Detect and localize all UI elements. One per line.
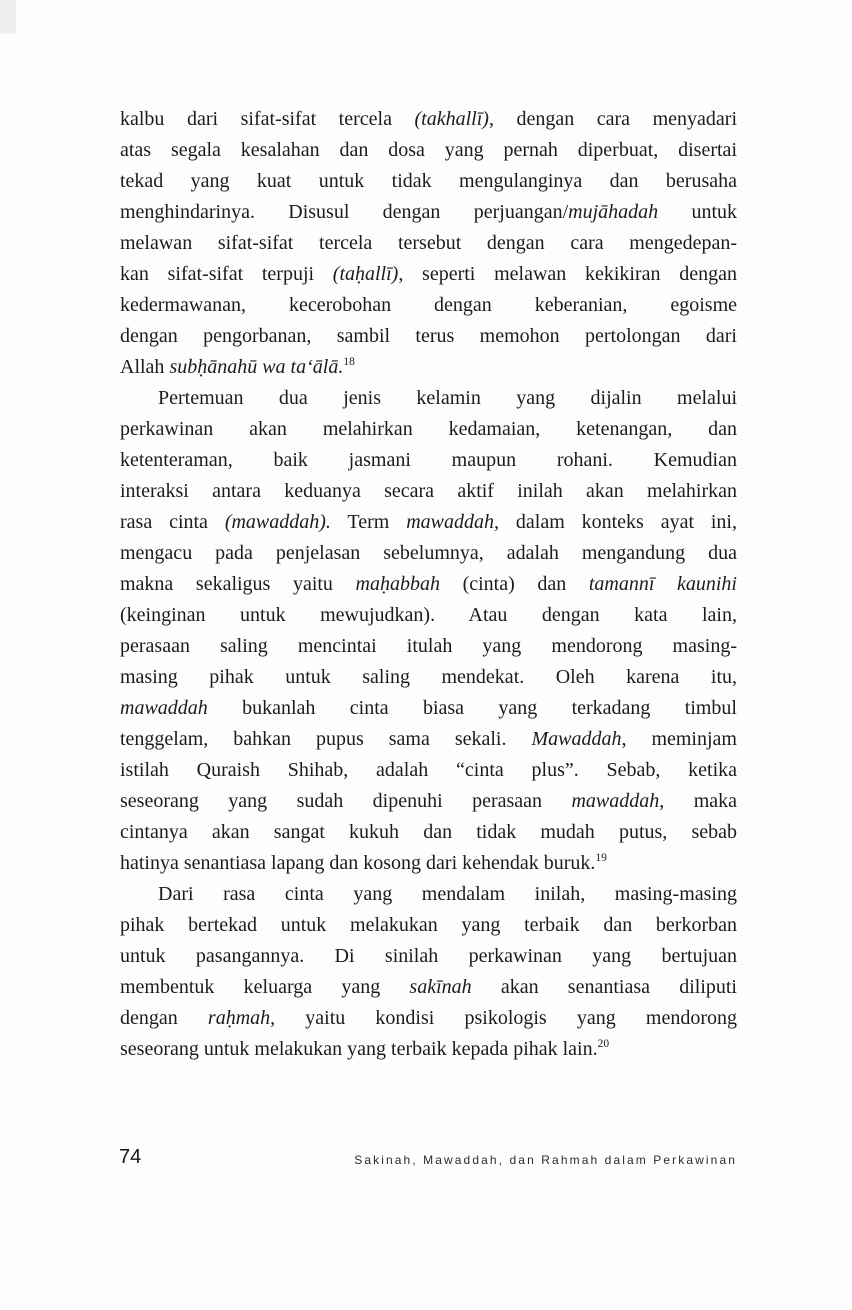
- text-segment: , seperti melawan kekikiran dengan: [398, 263, 737, 285]
- text-segment: Term: [330, 511, 407, 533]
- text-segment: Allah: [120, 356, 170, 378]
- text-segment: kedermawanan, kecerobohan dengan keberanian, egoisme: [120, 294, 737, 316]
- text-segment: dalam konteks ayat ini,: [499, 511, 737, 533]
- text-line: [120, 569, 737, 600]
- text-line: [120, 941, 737, 972]
- italic-term: (taḥallī): [332, 263, 399, 285]
- text-segment: atas segala kesalahan dan dosa yang pernah diperbuat, disertai: [120, 139, 737, 161]
- text-line: [120, 848, 737, 879]
- text-segment: masing pihak untuk saling mendekat. Oleh karena itu,: [120, 666, 737, 688]
- text-line: [120, 104, 737, 135]
- italic-term: tamannī kaunihi: [588, 573, 737, 595]
- text-segment: pihak bertekad untuk melakukan yang terbaik dan berkorban: [120, 914, 737, 936]
- italic-term: raḥmah,: [207, 1007, 276, 1029]
- text-segment: untuk pasangannya. Di sinilah perkawinan yang bertujuan: [120, 945, 737, 967]
- italic-term: mawaddah: [120, 697, 208, 719]
- text-line: [120, 259, 737, 290]
- footnote-ref: 18: [343, 356, 355, 368]
- italic-term: mawaddah,: [406, 511, 500, 533]
- text-line: [120, 166, 737, 197]
- text-line: [120, 755, 737, 786]
- text-line: [120, 724, 737, 755]
- footnote-ref: 19: [595, 852, 607, 864]
- text-line: [120, 879, 737, 910]
- text-segment: yaitu kondisi psikologis yang mendorong: [275, 1007, 737, 1029]
- text-line: [120, 631, 737, 662]
- page-number: 74: [119, 1146, 142, 1168]
- text-segment: rasa cinta: [120, 511, 225, 533]
- text-segment: perasaan saling mencintai itulah yang mendorong masing-: [120, 635, 737, 657]
- text-segment: (cinta) dan: [439, 573, 589, 595]
- text-segment: bukanlah cinta biasa yang terkadang timbul: [207, 697, 737, 719]
- text-line: [120, 693, 737, 724]
- text-line: [120, 352, 737, 383]
- italic-term: mujāhadah: [568, 201, 659, 223]
- text-segment: menghindarinya. Disusul dengan perjuangan/: [120, 201, 569, 223]
- page-text: [120, 104, 737, 1065]
- text-segment: makna sekaligus yaitu: [120, 573, 356, 595]
- text-line: [120, 817, 737, 848]
- text-line: [120, 228, 737, 259]
- text-segment: hatinya senantiasa lapang dan kosong dari kehendak buruk.: [120, 852, 596, 874]
- italic-term: sakīnah: [409, 976, 472, 998]
- text-line: [120, 476, 737, 507]
- text-line: [120, 1034, 737, 1065]
- text-line: [120, 662, 737, 693]
- text-segment: , meminjam: [621, 728, 737, 750]
- text-line: [120, 135, 737, 166]
- text-segment: seseorang yang sudah dipenuhi perasaan: [120, 790, 572, 812]
- text-line: [120, 1003, 737, 1034]
- text-segment: Dari rasa cinta yang mendalam inilah, masing-masing: [158, 883, 737, 905]
- italic-term: maḥabbah: [355, 573, 440, 595]
- footer-running-title: Sakinah, Mawaddah, dan Rahmah dalam Perkawinan: [354, 1153, 737, 1167]
- text-segment: mengacu pada penjelasan sebelumnya, adalah mengandung dua: [120, 542, 737, 564]
- text-segment: cintanya akan sangat kukuh dan tidak mudah putus, sebab: [120, 821, 737, 843]
- footnote-ref: 20: [597, 1038, 610, 1050]
- text-segment: perkawinan akan melahirkan kedamaian, ketenangan, dan: [120, 418, 737, 440]
- text-segment: tenggelam, bahkan pupus sama sekali.: [120, 728, 532, 750]
- text-line: [120, 383, 737, 414]
- text-segment: ketenteraman, baik jasmani maupun rohani. Kemudian: [120, 449, 737, 471]
- text-line: [120, 538, 737, 569]
- text-segment: kan sifat-sifat terpuji: [120, 263, 333, 285]
- text-line: [120, 321, 737, 352]
- text-segment: , maka: [659, 790, 738, 812]
- text-segment: melawan sifat-sifat tercela tersebut dengan cara mengedepan-: [120, 232, 737, 254]
- text-line: [120, 786, 737, 817]
- text-line: [120, 290, 737, 321]
- text-segment: (keinginan untuk mewujudkan). Atau dengan kata lain,: [120, 604, 737, 626]
- text-segment: tekad yang kuat untuk tidak mengulanginya dan berusaha: [120, 170, 737, 192]
- text-segment: interaksi antara keduanya secara aktif inilah akan melahirkan: [120, 480, 737, 502]
- text-line: [120, 197, 737, 228]
- text-segment: dengan pengorbanan, sambil terus memohon pertolongan dari: [120, 325, 737, 347]
- text-line: [120, 600, 737, 631]
- italic-term: Mawaddah: [531, 728, 622, 750]
- text-segment: untuk: [658, 201, 737, 223]
- text-segment: Pertemuan dua jenis kelamin yang dijalin melalui: [158, 387, 737, 409]
- text-segment: seseorang untuk melakukan yang terbaik kepada pihak lain.: [120, 1038, 598, 1060]
- text-segment: , dengan cara menyadari: [488, 108, 738, 130]
- text-segment: akan senantiasa diliputi: [471, 976, 737, 998]
- italic-term: (takhallī): [414, 108, 489, 130]
- text-line: [120, 972, 737, 1003]
- text-segment: kalbu dari sifat-sifat tercela: [120, 108, 415, 130]
- text-line: [120, 414, 737, 445]
- italic-term: mawaddah: [571, 790, 660, 812]
- text-segment: istilah Quraish Shihab, adalah “cinta plus”. Sebab, ketika: [120, 759, 737, 781]
- scan-artifact: [0, 0, 16, 34]
- text-line: [120, 445, 737, 476]
- text-segment: dengan: [120, 1007, 208, 1029]
- text-segment: membentuk keluarga yang: [120, 976, 410, 998]
- italic-term: (mawaddah).: [224, 511, 331, 533]
- italic-term: subḥānahū wa ta‘ālā.: [169, 356, 344, 378]
- text-line: [120, 507, 737, 538]
- text-line: [120, 910, 737, 941]
